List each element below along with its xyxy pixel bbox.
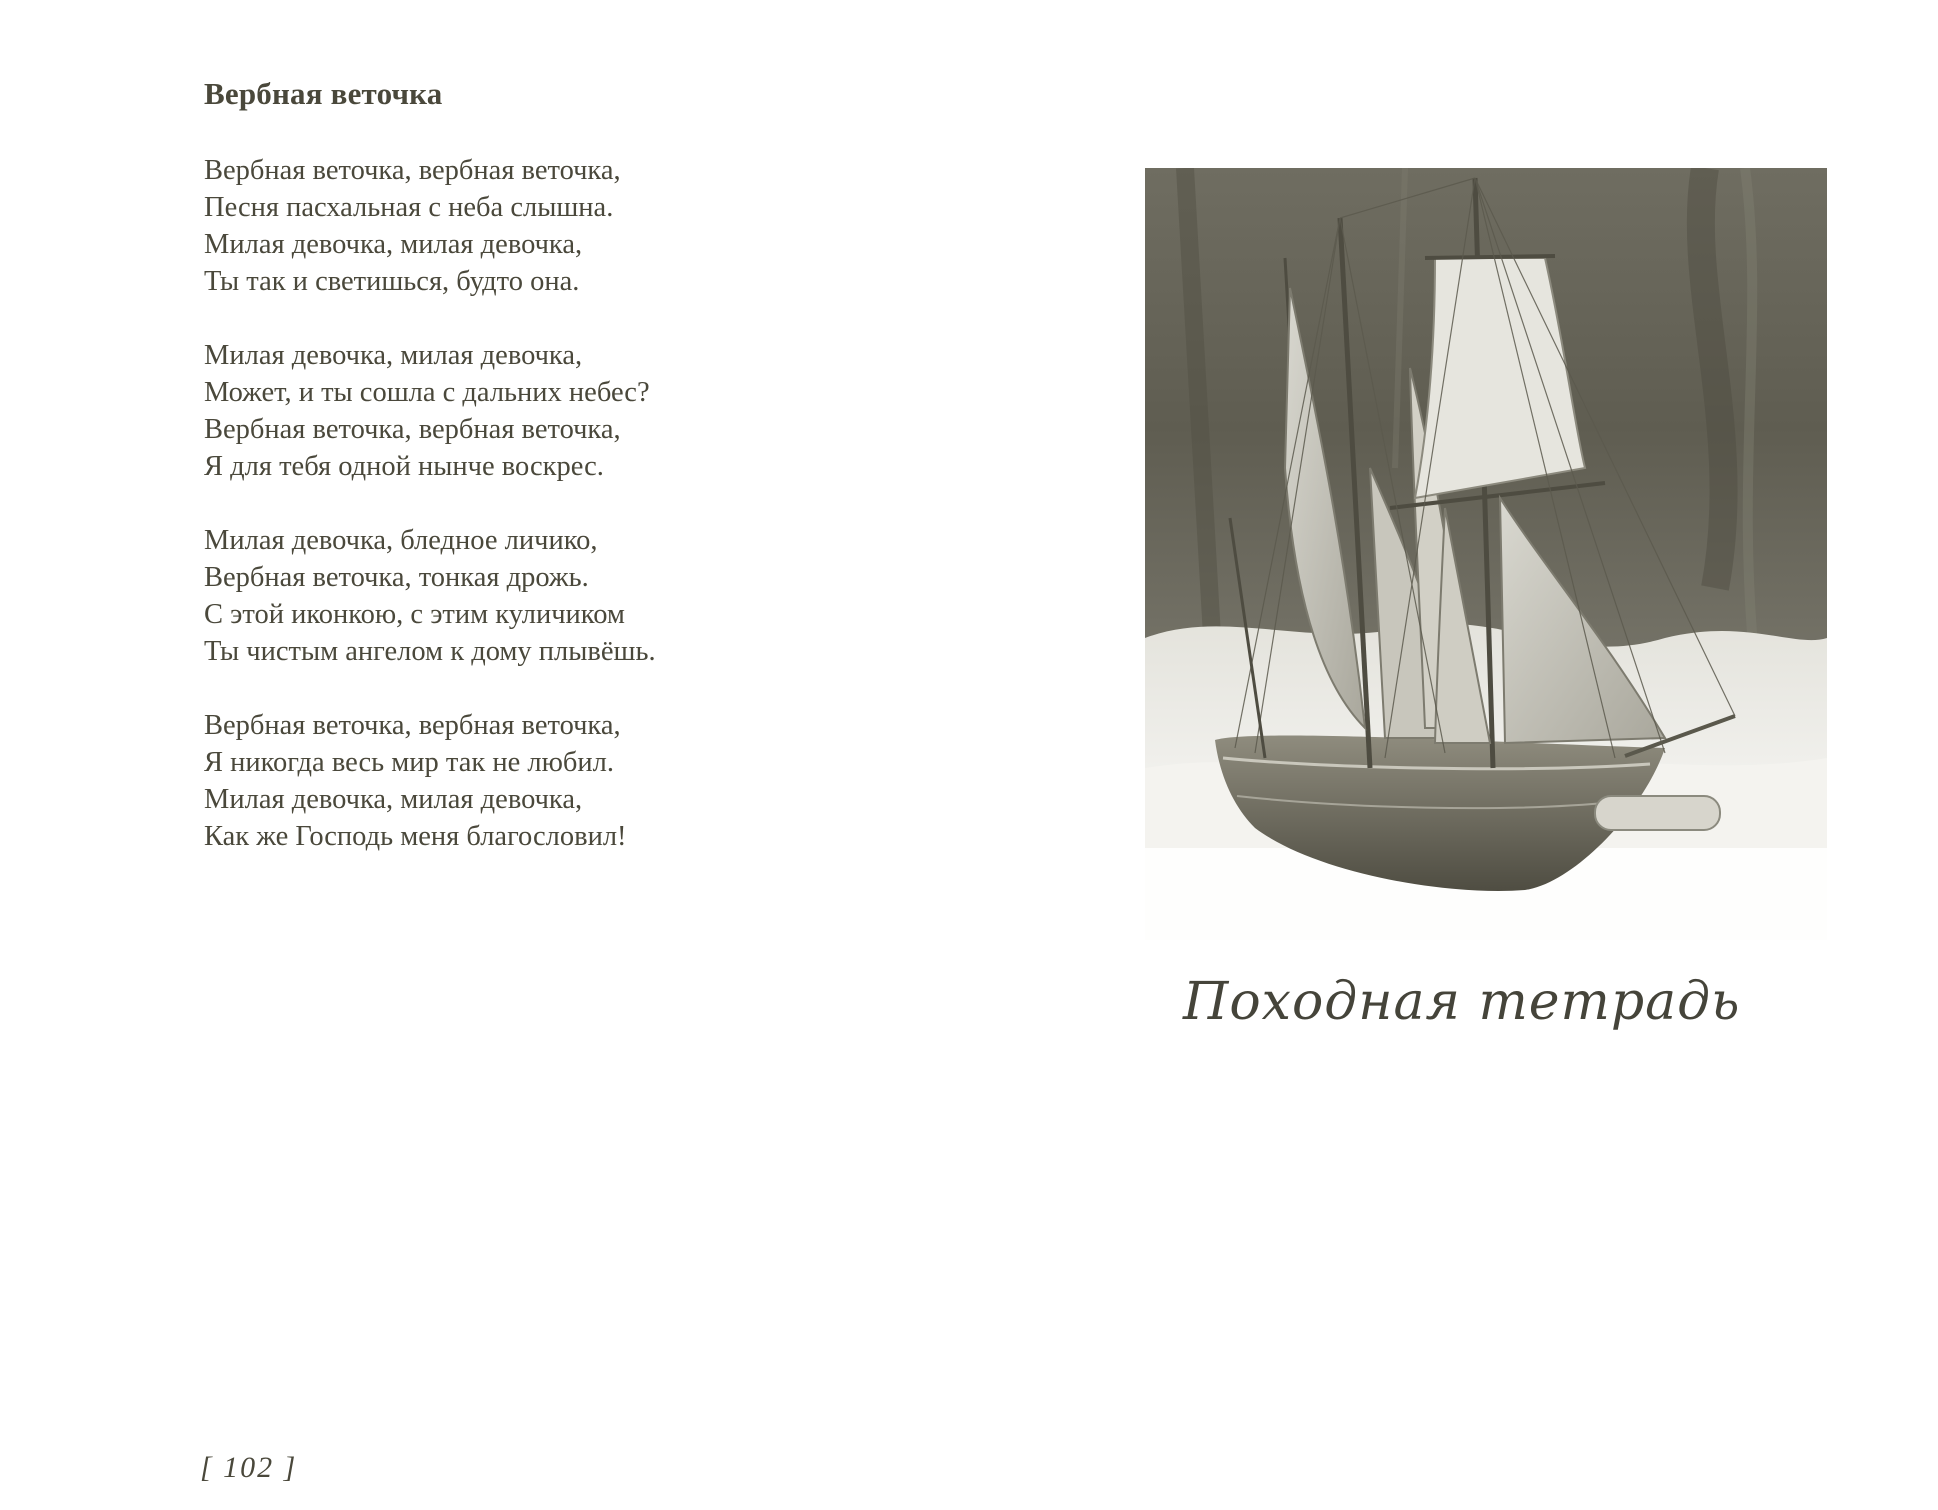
stanza [204, 522, 924, 670]
poem-line: Милая девочка, милая девочка, [204, 229, 583, 260]
stanza [204, 152, 924, 300]
poem-line: Я для тебя одной нынче воскрес. [204, 451, 604, 482]
right-page [969, 0, 1938, 1510]
section-title: Походная тетрадь [1183, 972, 1741, 1032]
poem-line: Вербная веточка, вербная веточка, [204, 155, 621, 186]
poem-line: Ты чистым ангелом к дому плывёшь. [204, 636, 656, 667]
poem-line: Ты так и светишься, будто она. [204, 266, 580, 297]
poem-line: Милая девочка, милая девочка, [204, 340, 583, 371]
poem-line: Вербная веточка, вербная веточка, [204, 414, 621, 445]
poem-line: Может, и ты сошла с дальних небес? [204, 377, 650, 408]
poem-line: Песня пасхальная с неба слышна. [204, 192, 614, 223]
poem-line: Милая девочка, бледное личико, [204, 525, 598, 556]
poem-body [204, 152, 924, 892]
sailing-ship-photo [1145, 168, 1827, 940]
poem-line: Я никогда весь мир так не любил. [204, 747, 614, 778]
stanza [204, 707, 924, 855]
poem-line: Вербная веточка, вербная веточка, [204, 710, 621, 741]
poem-line: Вербная веточка, тонкая дрожь. [204, 562, 589, 593]
stanza [204, 337, 924, 485]
poem-line: С этой иконкою, с этим куличиком [204, 599, 625, 630]
poem-line: Как же Господь меня благословил! [204, 821, 627, 852]
poem-line: Милая девочка, милая девочка, [204, 784, 583, 815]
page-number: [ 102 ] [200, 1451, 298, 1484]
poem-title: Вербная веточка [204, 76, 443, 111]
